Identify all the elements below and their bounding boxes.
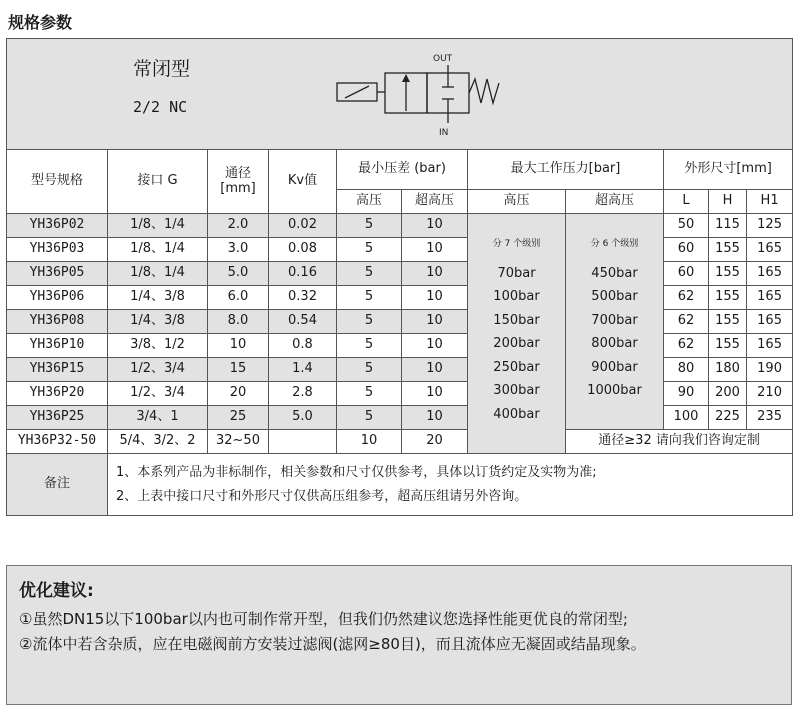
cell-kv: 0.02 [269,214,337,238]
cell-bore: 5.0 [208,262,269,286]
cell-min-ultra: 10 [402,406,468,430]
max-ultra-grade: 分 6 个级别 [590,239,639,249]
cell-min-ultra: 10 [402,214,468,238]
cell-kv: 2.8 [269,382,337,406]
cell-bore: 25 [208,406,269,430]
list-item: 300bar [493,383,540,399]
table-row [7,262,793,286]
remarks-row [7,454,793,516]
table-row [7,334,793,358]
cell-min-ultra: 10 [402,358,468,382]
cell-min-high: 5 [337,214,402,238]
list-item: 1000bar [587,383,642,399]
cell-min-ultra: 10 [402,262,468,286]
header-bore-label: 通径 [224,166,251,182]
cell-model: YH36P10 [7,334,108,358]
cell-kv: 0.08 [269,238,337,262]
header-port: 接口 G [108,150,208,214]
suggestion-title: 优化建议: [19,581,94,601]
cell-min-high: 5 [337,358,402,382]
cell-min-ultra: 10 [402,286,468,310]
cell-L: 62 [664,334,709,358]
cell-H: 155 [709,334,747,358]
section-title: 规格参数 [8,13,73,32]
header-max-high: 高压 [468,190,566,214]
list-item: 800bar [591,336,638,352]
max-ultra-cell [566,214,664,430]
max-high-grade: 分 7 个级别 [492,239,541,249]
cell-kv: 1.4 [269,358,337,382]
list-item: 400bar [493,406,540,422]
cell-bore: 2.0 [208,214,269,238]
cell-H: 155 [709,310,747,334]
cell-min-high: 5 [337,334,402,358]
cell-H: 225 [709,406,747,430]
cell-port: 1/2、3/4 [108,358,208,382]
cell-min-high: 5 [337,286,402,310]
cell-min-ultra: 10 [402,238,468,262]
cell-H1: 165 [747,334,793,358]
table-row-custom [7,430,793,454]
cell-min-ultra: 10 [402,334,468,358]
header-max-ultra: 超高压 [566,190,664,214]
cell-model: YH36P06 [7,286,108,310]
cell-port: 3/8、1/2 [108,334,208,358]
header-max-pressure: 最大工作压力[bar] [468,150,664,190]
cell-L: 60 [664,238,709,262]
list-item: 70bar [497,265,536,281]
cell-H1: 165 [747,238,793,262]
cell-port: 1/8、1/4 [108,238,208,262]
cell-H1: 125 [747,214,793,238]
cell-model: YH36P05 [7,262,108,286]
suggestion-line-2: ②流体中若含杂质，应在电磁阀前方安装过滤阀(滤网≥80目)，而且流体应无凝固或结晶现象。 [19,635,646,653]
header-bore-unit: [mm] [220,180,256,196]
cell-L: 62 [664,310,709,334]
cell-bore: 10 [208,334,269,358]
cell-kv: 5.0 [269,406,337,430]
valve-type-title: 常闭型 [133,58,191,80]
cell-port: 3/4、1 [108,406,208,430]
cell-H: 115 [709,214,747,238]
cell-model: YH36P03 [7,238,108,262]
cell-kv: 0.8 [269,334,337,358]
cell-kv: 0.54 [269,310,337,334]
cell-H1: 190 [747,358,793,382]
cell-H: 180 [709,358,747,382]
cell-min-ultra: 20 [402,430,468,454]
header-min-high: 高压 [337,190,402,214]
cell-H: 155 [709,262,747,286]
cell-model: YH36P20 [7,382,108,406]
cell-min-high: 5 [337,262,402,286]
table-row [7,382,793,406]
cell-port: 5/4、3/2、2 [108,430,208,454]
cell-bore: 3.0 [208,238,269,262]
remark-line-1: 1、本系列产品为非标制作，相关参数和尺寸仅供参考，具体以订货约定及实物为准; [116,464,597,480]
cell-H1: 235 [747,406,793,430]
cell-model: YH36P15 [7,358,108,382]
max-high-cell [468,214,566,454]
header-min-pressure: 最小压差 (bar) [337,150,468,190]
spec-table [6,38,793,516]
header-H: H [709,190,747,214]
cell-H1: 165 [747,262,793,286]
list-item: 150bar [493,312,540,328]
cell-kv: 0.16 [269,262,337,286]
remarks-text [108,454,793,516]
cell-bore: 20 [208,382,269,406]
list-item: 250bar [493,359,540,375]
cell-min-ultra: 10 [402,310,468,334]
list-item: 900bar [591,359,638,375]
cell-L: 100 [664,406,709,430]
cell-min-high: 5 [337,310,402,334]
port-in-label: IN [439,128,449,137]
header-H1: H1 [747,190,793,214]
suggestion-box [6,565,792,705]
header-model: 型号规格 [7,150,108,214]
list-item: 500bar [591,289,638,305]
cell-model: YH36P02 [7,214,108,238]
cell-port: 1/8、1/4 [108,262,208,286]
valve-type-cell [7,39,793,150]
table-row [7,286,793,310]
cell-model: YH36P25 [7,406,108,430]
remark-line-2: 2、上表中接口尺寸和外形尺寸仅供高压组参考，超高压组请另外咨询。 [116,488,528,504]
cell-min-high: 5 [337,406,402,430]
header-bore [208,150,269,214]
header-L: L [664,190,709,214]
header-min-ultra: 超高压 [402,190,468,214]
cell-min-high: 5 [337,382,402,406]
list-item: 100bar [493,289,540,305]
custom-note: 通径≥32 请向我们咨询定制 [566,430,793,454]
table-row [7,214,793,238]
cell-kv: 0.32 [269,286,337,310]
table-row [7,406,793,430]
cell-bore: 6.0 [208,286,269,310]
cell-model: YH36P32-50 [7,430,108,454]
cell-H: 155 [709,286,747,310]
list-item: 700bar [591,312,638,328]
cell-L: 80 [664,358,709,382]
cell-L: 60 [664,262,709,286]
cell-kv [269,430,337,454]
remarks-label: 备注 [7,454,108,516]
table-row [7,358,793,382]
cell-min-high: 10 [337,430,402,454]
header-dims: 外形尺寸[mm] [664,150,793,190]
list-item: 200bar [493,336,540,352]
suggestion-line-1: ①虽然DN15以下100bar以内也可制作常开型，但我们仍然建议您选择性能更优良的常闭型; [19,610,628,628]
cell-port: 1/4、3/8 [108,310,208,334]
header-row-1 [7,150,793,190]
valve-type-row [7,39,793,150]
table-row [7,310,793,334]
cell-L: 50 [664,214,709,238]
cell-bore: 8.0 [208,310,269,334]
cell-L: 62 [664,286,709,310]
cell-H1: 165 [747,310,793,334]
list-item: 450bar [591,265,638,281]
port-out-label: OUT [433,54,453,64]
cell-model: YH36P08 [7,310,108,334]
cell-bore: 15 [208,358,269,382]
cell-H1: 165 [747,286,793,310]
valve-symbol-icon [325,51,505,137]
cell-port: 1/4、3/8 [108,286,208,310]
cell-H1: 210 [747,382,793,406]
header-kv: Kv值 [269,150,337,214]
cell-port: 1/8、1/4 [108,214,208,238]
cell-bore: 32~50 [208,430,269,454]
cell-min-ultra: 10 [402,382,468,406]
cell-H: 155 [709,238,747,262]
cell-port: 1/2、3/4 [108,382,208,406]
cell-min-high: 5 [337,238,402,262]
valve-type-subtitle: 2/2 NC [133,98,188,116]
cell-L: 90 [664,382,709,406]
cell-H: 200 [709,382,747,406]
table-row [7,238,793,262]
